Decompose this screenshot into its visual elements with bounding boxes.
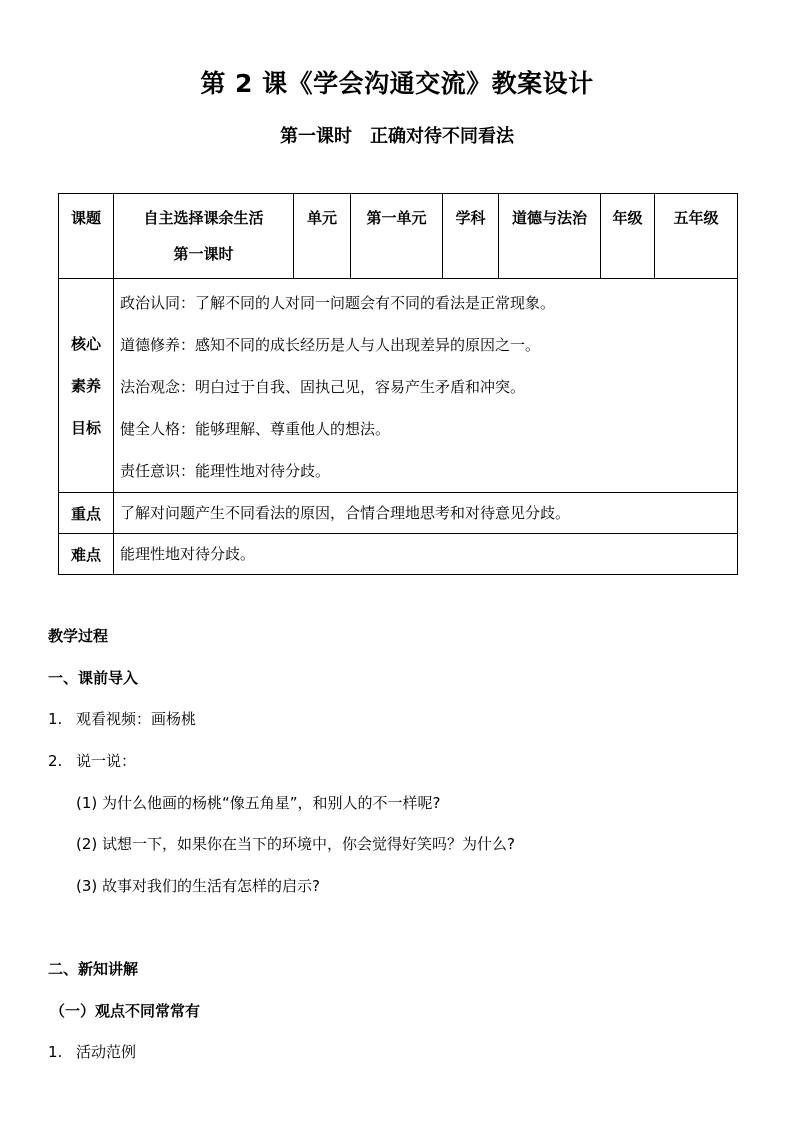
grade-label-cell (601, 194, 655, 279)
goal-item: 道德修养：感知不同的成长经历是人与人出现差异的原因之一。 (120, 336, 541, 354)
topic-label-cell (59, 194, 114, 279)
document-subtitle: 第一课时 正确对待不同看法 (280, 126, 514, 147)
subject-label-cell (443, 194, 499, 279)
goals-content-cell (114, 279, 738, 493)
lesson-plan-table (58, 193, 738, 575)
topic-label: 课题 (70, 209, 101, 227)
topic-value-cell (114, 194, 294, 279)
grade-value-cell (655, 194, 738, 279)
list-text: 说一说： (76, 752, 137, 770)
question-item: (1) 为什么他画的杨桃“像五角星”，和别人的不一样呢? (76, 794, 441, 812)
goal-item: 责任意识：能理性地对待分歧。 (120, 462, 331, 480)
grade-label: 年级 (612, 209, 643, 227)
goals-label-line: 核心 (70, 334, 101, 353)
list-item (48, 1041, 136, 1063)
list-text: 活动范例 (76, 1043, 137, 1061)
goals-label-cell (59, 279, 114, 493)
list-item (48, 708, 196, 730)
subject-label: 学科 (455, 209, 486, 227)
part2-heading: 二、新知讲解 (48, 960, 139, 978)
list-text: 观看视频：画杨桃 (76, 710, 197, 728)
part1-heading: 一、课前导入 (48, 669, 139, 687)
difficulty-row (59, 534, 738, 575)
goals-row (59, 279, 738, 493)
list-number: 2. (48, 752, 63, 770)
list-item (48, 750, 136, 772)
goal-item: 健全人格：能够理解、尊重他人的想法。 (120, 420, 391, 438)
table-header-row (59, 194, 738, 279)
key-point-row (59, 493, 738, 534)
topic-value-line1: 自主选择课余生活 (143, 209, 264, 227)
list-number: 1. (48, 1043, 63, 1061)
subject-value-cell (499, 194, 601, 279)
goal-item: 法治观念：明白过于自我、固执己见，容易产生矛盾和冲突。 (120, 378, 526, 396)
subject-value: 道德与法治 (511, 209, 587, 227)
unit-label: 单元 (306, 209, 337, 227)
unit-label-cell (294, 194, 351, 279)
key-point-value: 了解对问题产生不同看法的原因，合情合理地思考和对待意见分歧。 (114, 493, 738, 534)
unit-value: 第一单元 (366, 209, 427, 227)
process-heading: 教学过程 (48, 627, 109, 645)
list-number: 1. (48, 710, 63, 728)
goals-label-line: 素养 (70, 376, 101, 395)
topic-value-line2: 第一课时 (173, 245, 234, 263)
goal-item: 政治认同：了解不同的人对同一问题会有不同的看法是正常现象。 (120, 294, 556, 312)
unit-value-cell (351, 194, 443, 279)
difficulty-label: 难点 (59, 534, 114, 575)
part2-subheading: （一）观点不同常常有 (50, 1002, 201, 1020)
goals-label-line: 目标 (70, 418, 101, 437)
difficulty-value: 能理性地对待分歧。 (114, 534, 738, 575)
question-item: (2) 试想一下，如果你在当下的环境中，你会觉得好笑吗？为什么? (76, 835, 515, 853)
grade-value: 五年级 (673, 209, 719, 227)
document-title: 第 2 课《学会沟通交流》教案设计 (200, 69, 594, 98)
key-point-label: 重点 (59, 493, 114, 534)
question-item: (3) 故事对我们的生活有怎样的启示? (76, 877, 320, 895)
